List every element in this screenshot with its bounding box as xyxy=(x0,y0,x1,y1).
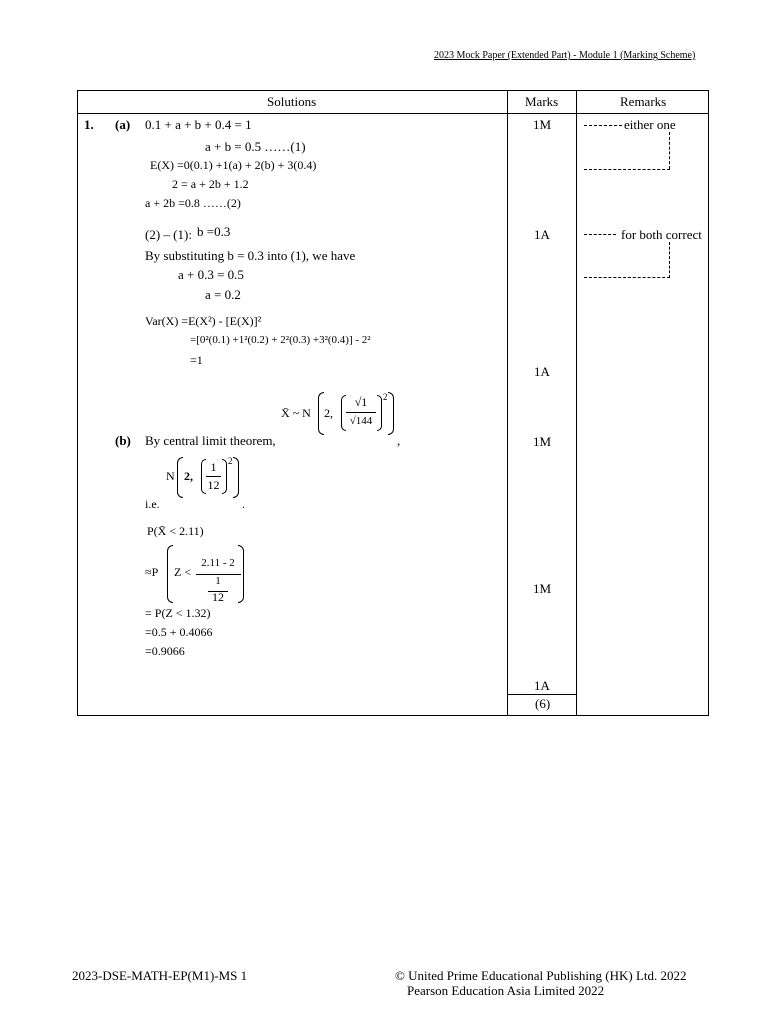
probability-expression: P(X̄ < 2.11) xyxy=(147,524,204,538)
substitution-equation: a + 0.3 = 0.5 xyxy=(178,267,244,282)
question-number: 1. xyxy=(84,117,94,132)
variance-result: =1 xyxy=(190,353,203,367)
remarks-column-header: Remarks xyxy=(620,94,667,109)
total-marks: (6) xyxy=(535,696,551,711)
equation-1: a + b = 0.5 ……(1) xyxy=(205,139,306,154)
expectation-expression: E(X) =0(0.1) +1(a) + 2(b) + 3(0.4) xyxy=(150,158,317,172)
probability-z: = P(Z < 1.32) xyxy=(145,606,211,620)
a-value: a = 0.2 xyxy=(205,287,241,302)
expectation-equation: 2 = a + 2b + 1.2 xyxy=(172,177,249,191)
mark-6: 1A xyxy=(534,678,550,693)
footer-code: 2023-DSE-MATH-EP(M1)-MS 1 xyxy=(72,968,248,983)
footer-copyright-1: © United Prime Educational Publishing (HK) Ltd. 2022 xyxy=(395,968,687,983)
page-header: 2023 Mock Paper (Extended Part) - Module 1 (Marking Scheme) xyxy=(434,50,696,61)
solutions-column-header: Solutions xyxy=(267,94,317,109)
part-a-label: (a) xyxy=(115,117,131,132)
variance-formula: Var(X) =E(X²) - [E(X)]² xyxy=(145,314,262,328)
remark-either-one: either one xyxy=(624,117,676,132)
substitution-text: By substituting b = 0.3 into (1), we have xyxy=(145,248,356,263)
mark-1: 1M xyxy=(533,117,552,132)
clt-statement: By central limit theorem, xyxy=(145,433,276,448)
mark-5: 1M xyxy=(533,581,552,596)
comma: , xyxy=(397,433,401,448)
equation-sum-probabilities: 0.1 + a + b + 0.4 = 1 xyxy=(145,117,252,132)
b-value: b =0.3 xyxy=(197,224,231,239)
footer-copyright-2: Pearson Education Asia Limited 2022 xyxy=(407,983,605,998)
subtract-label: (2) – (1): xyxy=(145,227,192,242)
period: . xyxy=(242,497,245,511)
part-b-label: (b) xyxy=(115,433,131,448)
remark-both-correct: for both correct xyxy=(621,227,702,242)
mark-4: 1M xyxy=(533,434,552,449)
equation-2: a + 2b =0.8 ……(2) xyxy=(145,196,241,210)
variance-computation: =[0²(0.1) +1²(0.2) + 2²(0.3) +3²(0.4)] - 2² xyxy=(190,334,371,346)
mark-2: 1A xyxy=(534,227,550,242)
mark-3: 1A xyxy=(534,364,550,379)
ie-label: i.e. xyxy=(145,497,160,511)
probability-sum: =0.5 + 0.4066 xyxy=(145,625,213,639)
marks-column-header: Marks xyxy=(525,94,559,109)
probability-result: =0.9066 xyxy=(145,644,185,658)
